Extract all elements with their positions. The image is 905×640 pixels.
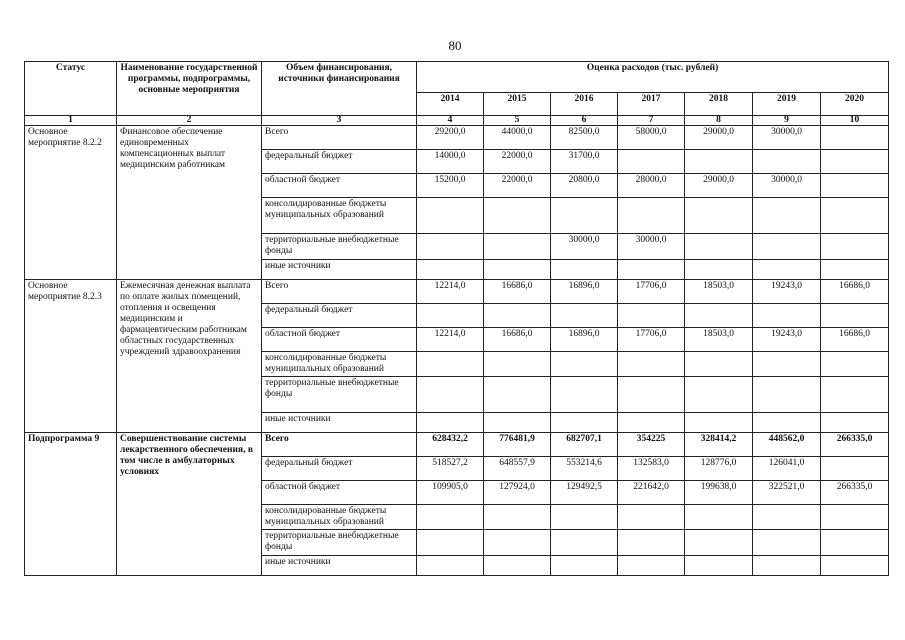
value-cell: 12214,0 bbox=[417, 328, 484, 352]
value-cell: 16686,0 bbox=[821, 280, 889, 304]
value-cell: 28000,0 bbox=[618, 174, 685, 198]
value-cell: 132583,0 bbox=[618, 457, 685, 481]
value-cell bbox=[484, 260, 551, 280]
value-cell bbox=[484, 304, 551, 328]
value-cell: 266335,0 bbox=[821, 433, 889, 457]
value-cell bbox=[484, 556, 551, 576]
value-cell bbox=[685, 260, 753, 280]
value-cell: 30000,0 bbox=[618, 234, 685, 260]
header-estimate: Оценка расходов (тыс. рублей) bbox=[417, 62, 889, 93]
value-cell bbox=[753, 530, 821, 556]
header-column-index: 10 bbox=[821, 116, 889, 126]
value-cell bbox=[821, 150, 889, 174]
value-cell bbox=[551, 377, 618, 413]
value-cell bbox=[484, 530, 551, 556]
value-cell bbox=[753, 413, 821, 433]
financing-source: Всего bbox=[262, 280, 417, 304]
header-status: Статус bbox=[25, 62, 117, 116]
value-cell bbox=[551, 304, 618, 328]
value-cell bbox=[821, 260, 889, 280]
value-cell bbox=[685, 304, 753, 328]
value-cell bbox=[484, 198, 551, 234]
value-cell: 221642,0 bbox=[618, 481, 685, 505]
value-cell bbox=[417, 377, 484, 413]
value-cell: 518527,2 bbox=[417, 457, 484, 481]
value-cell bbox=[821, 556, 889, 576]
value-cell: 22000,0 bbox=[484, 150, 551, 174]
value-cell: 29000,0 bbox=[685, 126, 753, 150]
financing-source: территориальные внебюджетные фонды bbox=[262, 530, 417, 556]
financing-source: иные источники bbox=[262, 413, 417, 433]
header-year: 2016 bbox=[551, 93, 618, 116]
table-row bbox=[25, 126, 889, 150]
financing-source: Всего bbox=[262, 126, 417, 150]
value-cell: 17706,0 bbox=[618, 280, 685, 304]
value-cell bbox=[821, 174, 889, 198]
value-cell bbox=[618, 413, 685, 433]
value-cell bbox=[417, 530, 484, 556]
value-cell bbox=[821, 530, 889, 556]
value-cell: 29000,0 bbox=[685, 174, 753, 198]
value-cell: 19243,0 bbox=[753, 280, 821, 304]
value-cell bbox=[821, 377, 889, 413]
value-cell: 448562,0 bbox=[753, 433, 821, 457]
value-cell bbox=[821, 505, 889, 530]
financing-source: федеральный бюджет bbox=[262, 150, 417, 174]
financing-source: федеральный бюджет bbox=[262, 457, 417, 481]
value-cell: 109905,0 bbox=[417, 481, 484, 505]
value-cell bbox=[484, 413, 551, 433]
value-cell: 628432,2 bbox=[417, 433, 484, 457]
value-cell: 29200,0 bbox=[417, 126, 484, 150]
value-cell bbox=[753, 352, 821, 377]
header-column-index: 2 bbox=[117, 116, 262, 126]
value-cell: 15200,0 bbox=[417, 174, 484, 198]
row-name: Совершенствование системы лекарственного обеспечения, в том числе в амбулаторных условиях bbox=[117, 433, 262, 576]
value-cell bbox=[753, 150, 821, 174]
value-cell: 30000,0 bbox=[753, 174, 821, 198]
expenditure-table bbox=[24, 61, 889, 576]
value-cell: 16686,0 bbox=[484, 280, 551, 304]
value-cell bbox=[417, 413, 484, 433]
financing-source: Всего bbox=[262, 433, 417, 457]
value-cell bbox=[417, 556, 484, 576]
value-cell: 776481,9 bbox=[484, 433, 551, 457]
value-cell bbox=[618, 377, 685, 413]
value-cell: 31700,0 bbox=[551, 150, 618, 174]
header-name: Наименование государственной программы, подпрограммы, основные мероприятия bbox=[117, 62, 262, 116]
value-cell: 20800,0 bbox=[551, 174, 618, 198]
value-cell: 14000,0 bbox=[417, 150, 484, 174]
value-cell bbox=[753, 377, 821, 413]
value-cell: 127924,0 bbox=[484, 481, 551, 505]
value-cell bbox=[753, 198, 821, 234]
value-cell bbox=[551, 198, 618, 234]
header-column-index: 1 bbox=[25, 116, 117, 126]
value-cell: 16896,0 bbox=[551, 328, 618, 352]
header-column-index: 6 bbox=[551, 116, 618, 126]
financing-source: консолидированные бюджеты муниципальных образований bbox=[262, 198, 417, 234]
value-cell bbox=[484, 234, 551, 260]
value-cell bbox=[685, 556, 753, 576]
value-cell: 16686,0 bbox=[484, 328, 551, 352]
value-cell bbox=[618, 505, 685, 530]
value-cell bbox=[551, 352, 618, 377]
value-cell bbox=[685, 198, 753, 234]
value-cell bbox=[417, 304, 484, 328]
value-cell bbox=[417, 260, 484, 280]
financing-source: территориальные внебюджетные фонды bbox=[262, 234, 417, 260]
value-cell: 44000,0 bbox=[484, 126, 551, 150]
financing-source: федеральный бюджет bbox=[262, 304, 417, 328]
value-cell bbox=[821, 352, 889, 377]
value-cell bbox=[685, 234, 753, 260]
value-cell bbox=[685, 505, 753, 530]
row-status: Основное мероприятие 8.2.3 bbox=[25, 280, 117, 433]
header-year: 2017 bbox=[618, 93, 685, 116]
value-cell: 22000,0 bbox=[484, 174, 551, 198]
value-cell: 16896,0 bbox=[551, 280, 618, 304]
value-cell: 354225 bbox=[618, 433, 685, 457]
financing-source: областной бюджет bbox=[262, 174, 417, 198]
value-cell: 30000,0 bbox=[551, 234, 618, 260]
value-cell bbox=[618, 198, 685, 234]
row-name: Финансовое обеспечение единовременных компенсационных выплат медицинским работникам bbox=[117, 126, 262, 280]
financing-source: консолидированные бюджеты муниципальных образований bbox=[262, 352, 417, 377]
value-cell bbox=[753, 304, 821, 328]
value-cell: 82500,0 bbox=[551, 126, 618, 150]
value-cell: 322521,0 bbox=[753, 481, 821, 505]
header-column-index: 8 bbox=[685, 116, 753, 126]
value-cell: 266335,0 bbox=[821, 481, 889, 505]
header-year: 2019 bbox=[753, 93, 821, 116]
value-cell: 648557,9 bbox=[484, 457, 551, 481]
value-cell: 58000,0 bbox=[618, 126, 685, 150]
value-cell: 17706,0 bbox=[618, 328, 685, 352]
page-number: 80 bbox=[448, 38, 462, 53]
table-row bbox=[25, 433, 889, 457]
value-cell bbox=[821, 234, 889, 260]
value-cell bbox=[484, 352, 551, 377]
value-cell bbox=[821, 198, 889, 234]
value-cell bbox=[618, 304, 685, 328]
header-year: 2020 bbox=[821, 93, 889, 116]
value-cell bbox=[618, 352, 685, 377]
value-cell bbox=[821, 304, 889, 328]
value-cell bbox=[821, 413, 889, 433]
value-cell bbox=[753, 234, 821, 260]
header-column-index: 4 bbox=[417, 116, 484, 126]
value-cell bbox=[618, 530, 685, 556]
value-cell: 18503,0 bbox=[685, 328, 753, 352]
value-cell bbox=[551, 530, 618, 556]
value-cell bbox=[618, 556, 685, 576]
value-cell: 682707,1 bbox=[551, 433, 618, 457]
financing-source: областной бюджет bbox=[262, 481, 417, 505]
value-cell bbox=[417, 234, 484, 260]
financing-source: территориальные внебюджетные фонды bbox=[262, 377, 417, 413]
value-cell: 199638,0 bbox=[685, 481, 753, 505]
value-cell bbox=[685, 530, 753, 556]
value-cell bbox=[417, 198, 484, 234]
value-cell: 328414,2 bbox=[685, 433, 753, 457]
value-cell: 30000,0 bbox=[753, 126, 821, 150]
header-column-index: 5 bbox=[484, 116, 551, 126]
header-year: 2014 bbox=[417, 93, 484, 116]
header-volume: Объем финансирования, источники финансирования bbox=[262, 62, 417, 116]
financing-source: областной бюджет bbox=[262, 328, 417, 352]
value-cell bbox=[685, 352, 753, 377]
value-cell bbox=[753, 260, 821, 280]
header-column-index: 3 bbox=[262, 116, 417, 126]
value-cell bbox=[685, 150, 753, 174]
value-cell bbox=[685, 377, 753, 413]
value-cell bbox=[417, 352, 484, 377]
header-year: 2015 bbox=[484, 93, 551, 116]
value-cell bbox=[551, 556, 618, 576]
value-cell: 553214,6 bbox=[551, 457, 618, 481]
value-cell bbox=[484, 505, 551, 530]
value-cell: 16686,0 bbox=[821, 328, 889, 352]
row-status: Основное мероприятие 8.2.2 bbox=[25, 126, 117, 280]
value-cell bbox=[551, 505, 618, 530]
value-cell: 12214,0 bbox=[417, 280, 484, 304]
value-cell bbox=[417, 505, 484, 530]
value-cell bbox=[753, 556, 821, 576]
header-column-index: 7 bbox=[618, 116, 685, 126]
financing-source: иные источники bbox=[262, 260, 417, 280]
value-cell bbox=[753, 505, 821, 530]
value-cell bbox=[551, 413, 618, 433]
value-cell bbox=[551, 260, 618, 280]
financing-source: иные источники bbox=[262, 556, 417, 576]
value-cell bbox=[821, 457, 889, 481]
financing-source: консолидированные бюджеты муниципальных образований bbox=[262, 505, 417, 530]
value-cell bbox=[618, 260, 685, 280]
header-column-index: 9 bbox=[753, 116, 821, 126]
value-cell bbox=[484, 377, 551, 413]
row-name: Ежемесячная денежная выплата по оплате жилых помещений, отопления и освещения медицинским и фармацевтическим работникам областных государственных учреждений здравоохранения bbox=[117, 280, 262, 433]
value-cell bbox=[618, 150, 685, 174]
value-cell bbox=[821, 126, 889, 150]
value-cell: 18503,0 bbox=[685, 280, 753, 304]
header-year: 2018 bbox=[685, 93, 753, 116]
row-status: Подпрограмма 9 bbox=[25, 433, 117, 576]
value-cell: 126041,0 bbox=[753, 457, 821, 481]
value-cell bbox=[685, 413, 753, 433]
value-cell: 129492,5 bbox=[551, 481, 618, 505]
value-cell: 128776,0 bbox=[685, 457, 753, 481]
table-row bbox=[25, 280, 889, 304]
value-cell: 19243,0 bbox=[753, 328, 821, 352]
